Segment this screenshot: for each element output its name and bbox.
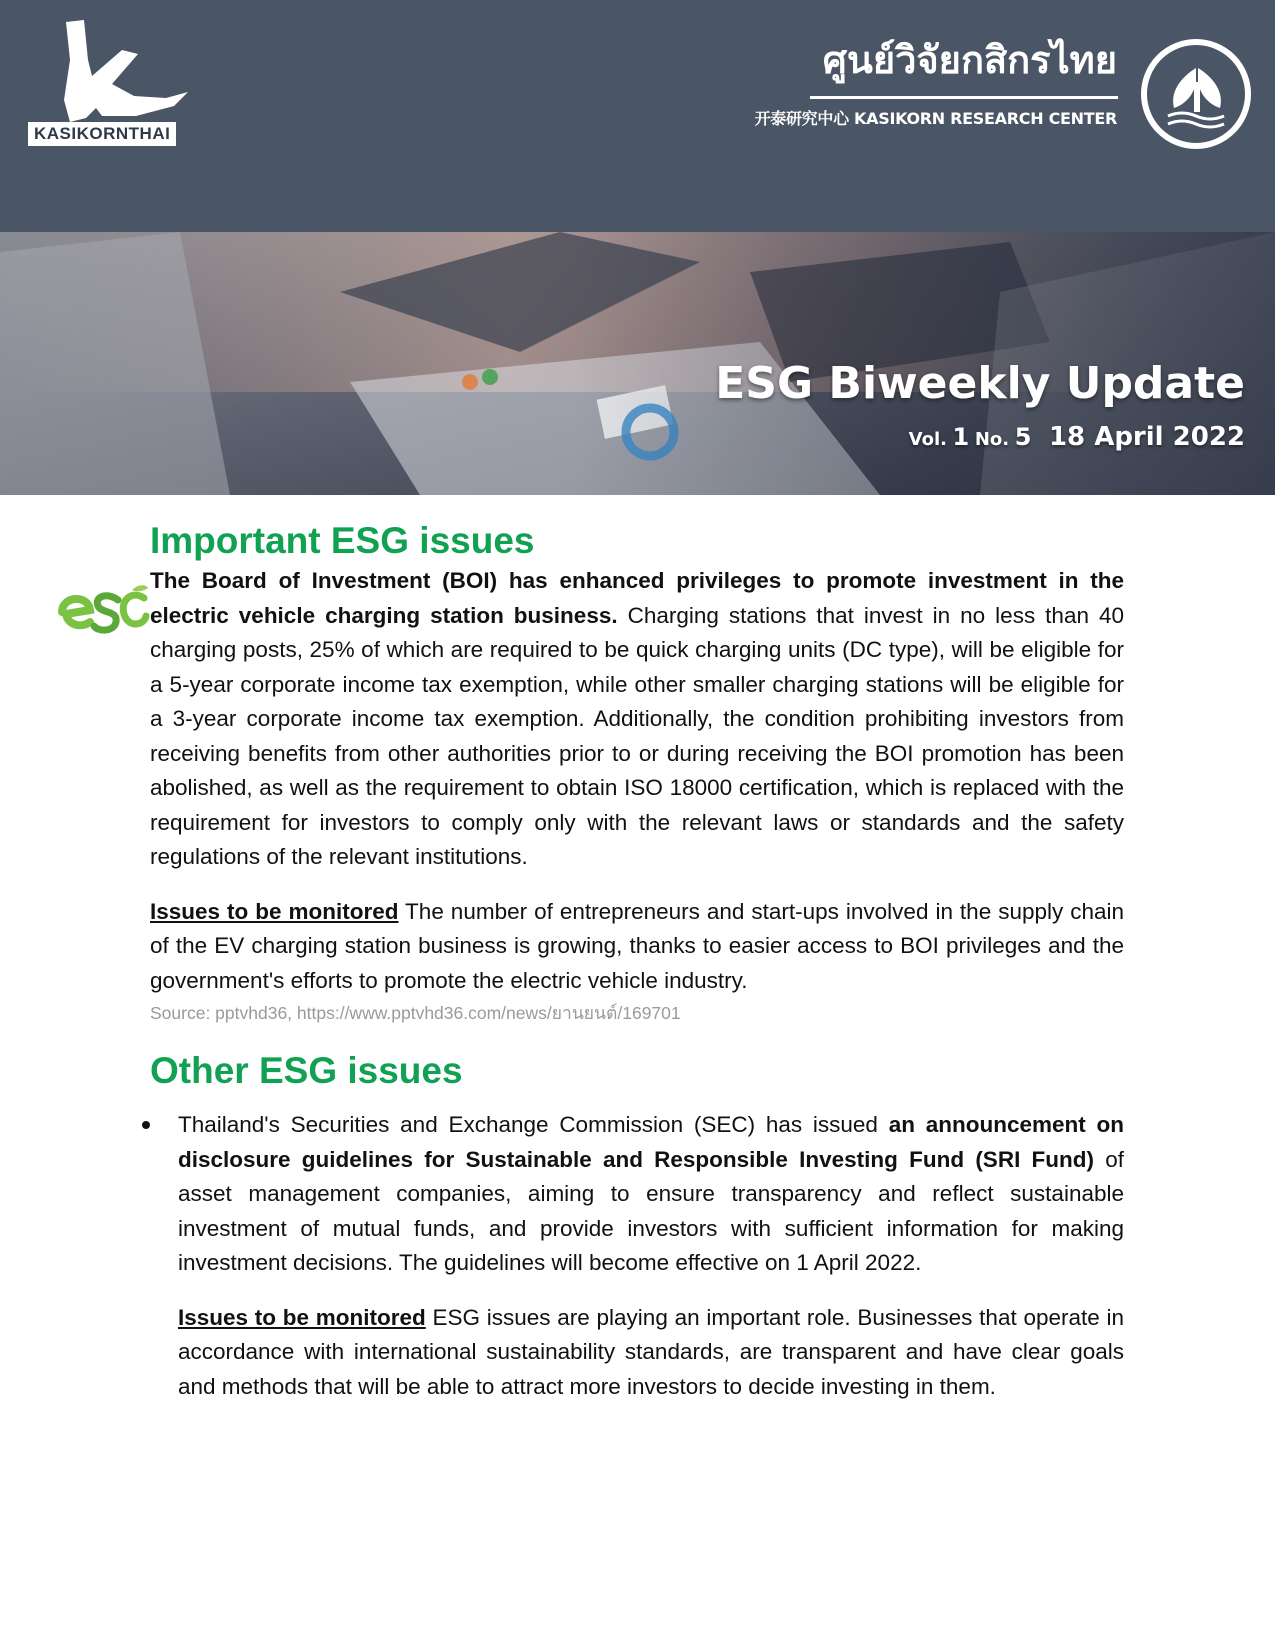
section-other-monitor-paragraph [178,1301,1124,1405]
boi-lead-headline: The Board of Investment (BOI) has enhanced privileges to promote investment in the electric vehicle charging station business. [150,568,1124,628]
report-content [150,518,1124,1404]
sec-announcement-bold: an announcement on disclosure guidelines for Sustainable and Responsible Investing Fund (SRI Fund) [178,1112,1125,1172]
issue-date: 18 April 2022 [1048,422,1245,452]
kasikorn-research-emblem-icon [1140,38,1252,150]
issues-to-be-monitored-label-2: Issues to be monitored [178,1304,426,1330]
section-important-monitor-paragraph [150,895,1124,999]
hero-banner [0,232,1275,495]
sec-announcement-paragraph [178,1108,1124,1281]
monitor-text-2: ESG issues are playing an important role. Businesses that operate in accordance with international sustainability standards, are transparent and have clear goals and methods that will be able to attract more investors to decide investing in them. [178,1304,1125,1399]
research-center-divider [810,96,1118,99]
bullet-dot-icon [142,1121,150,1129]
vol-label: Vol. [908,429,947,450]
source-citation: Source: pptvhd36, https://www.pptvhd36.com/news/ยานยนต์/169701 [150,1003,681,1023]
issues-to-be-monitored-label: Issues to be monitored [150,898,399,924]
vol-number: 1 [952,423,970,451]
monitor-text: The number of entrepreneurs and start-ups involved in the supply chain of the EV charging station business is growing, thanks to easier access to BOI privileges and the government's efforts to promote the electric vehicle industry. [150,898,1124,993]
boi-body-text: Charging stations that invest in no less than 40 charging posts, 25% of which are required to be quick charging units (DC type), will be eligible for a 5-year corporate income tax exemption, while other smaller charging stations will be eligible for a 3-year corporate income tax exemption. Additionally, the condition prohibiting investors from receiving benefits from other authorities prior to or during receiving the BOI promotion has been abolished, as well as the requirement to obtain ISO 18000 certification, which is replaced with the requirement for investors to comply only with the relevant laws or standards and the safety regulations of the relevant institutions. [150,602,1124,869]
research-center-english-name: 开泰研究中心 KASIKORN RESEARCH CENTER [754,109,1117,128]
section-important-esg-paragraph [150,564,1124,875]
kasikornthai-brand-label: KASIKORNTHAI [28,122,176,146]
publication-title: ESG Biweekly Update [715,358,1245,409]
bullet-list-item [150,1108,1124,1404]
sec-intro-text: Thailand's Securities and Exchange Commission (SEC) has issued [178,1112,889,1137]
no-number: 5 [1014,423,1032,451]
esg-leaf-logo-icon [52,582,150,642]
no-label: No. [974,429,1010,450]
research-center-thai-name: ศูนย์วิจัยกสิกรไทย [822,38,1117,82]
section-heading-other-esg: Other ESG issues [150,1050,463,1091]
report-header [0,0,1275,232]
issue-info [909,422,1245,452]
sec-rest-text: of asset management companies, aiming to ensure transparency and reflect sustainable investment of mutual funds, and provide investors with sufficient information for making investment decisions. The guidelines will become effective on 1 April 2022. [178,1146,1124,1275]
section-heading-important-esg: Important ESG issues [150,520,535,561]
